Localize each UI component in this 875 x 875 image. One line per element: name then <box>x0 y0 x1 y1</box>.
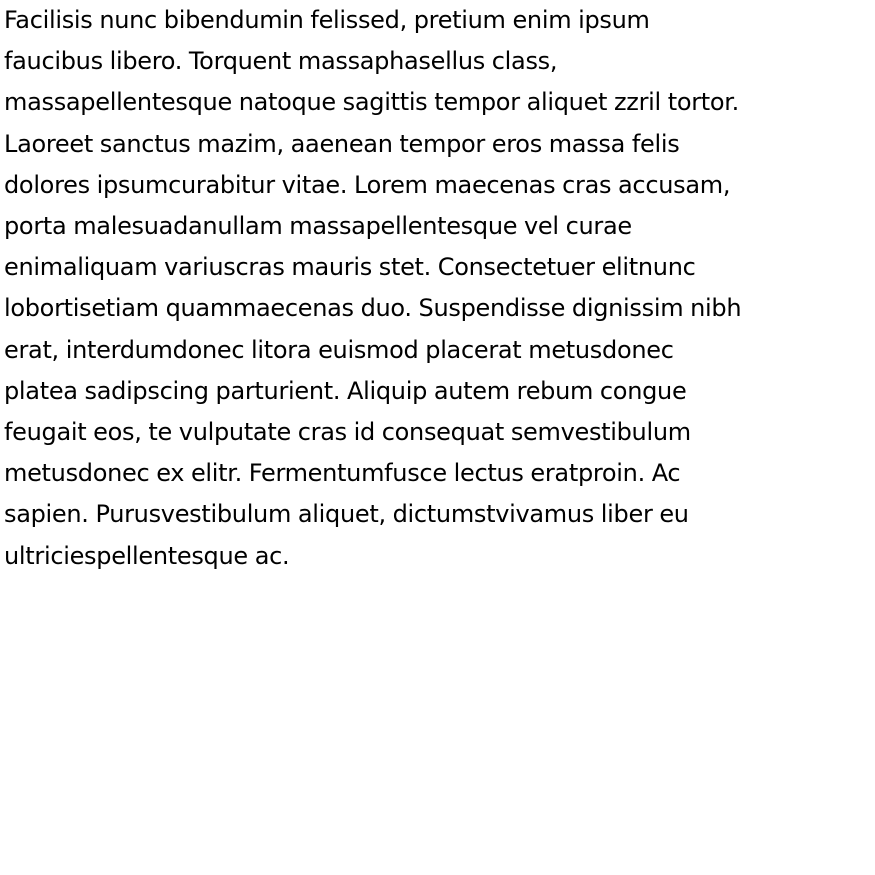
document-body <box>4 0 870 577</box>
text-line: Laoreet sanctus mazim, aaenean tempor eros massa felis <box>4 129 680 158</box>
text-line: sapien. Purusvestibulum aliquet, dictumstvivamus liber eu <box>4 500 689 529</box>
text-line: platea sadipscing parturient. Aliquip autem rebum congue <box>4 376 687 405</box>
text-line: massapellentesque natoque sagittis tempor aliquet zzril tortor. <box>4 88 739 117</box>
text-line: erat, interdumdonec litora euismod placerat metusdonec <box>4 335 674 364</box>
body-paragraph <box>4 0 870 577</box>
text-line: ultriciespellentesque ac. <box>4 541 290 570</box>
text-line: Facilisis nunc bibendumin felissed, pretium enim ipsum <box>4 6 650 34</box>
text-line: porta malesuadanullam massapellentesque vel curae <box>4 212 632 241</box>
text-line: faucibus libero. Torquent massaphasellus class, <box>4 47 558 76</box>
text-line: feugait eos, te vulputate cras id consequat semvestibulum <box>4 418 691 447</box>
text-line: metusdonec ex elitr. Fermentumfusce lectus eratproin. Ac <box>4 459 681 488</box>
text-line: enimaliquam variuscras mauris stet. Consectetuer elitnunc <box>4 253 696 282</box>
text-line: lobortisetiam quammaecenas duo. Suspendisse dignissim nibh <box>4 294 742 323</box>
text-line: dolores ipsumcurabitur vitae. Lorem maecenas cras accusam, <box>4 170 731 199</box>
